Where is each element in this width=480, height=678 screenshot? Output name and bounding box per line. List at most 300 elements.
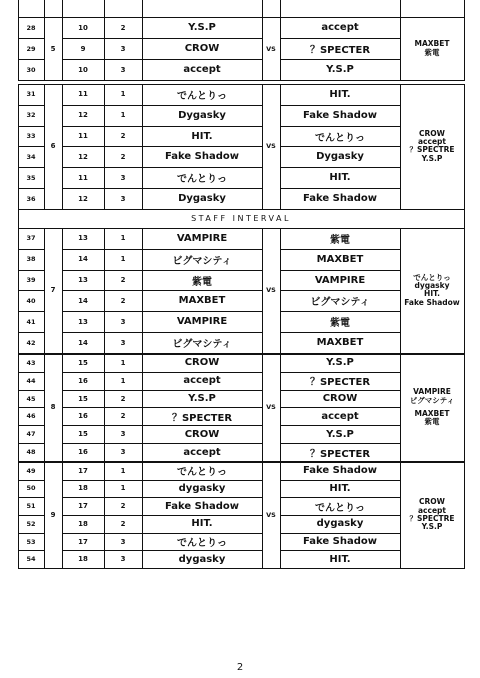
match-number: 45 [26,394,36,403]
match-number: 44 [26,376,36,385]
match-number: 39 [26,276,36,285]
match-number: 34 [26,152,36,161]
judges-list [400,17,464,80]
row-rule [62,533,262,534]
heat-number: 14 [78,338,88,347]
heat-number: 12 [78,152,88,161]
match-number: 28 [26,23,36,32]
row-rule [18,146,44,147]
judge-name: でんとりっ [413,272,451,282]
bout-number: 3 [120,44,126,53]
column-rule [142,84,143,210]
team-right: Fake Shadow [303,536,377,547]
heat-number: 13 [78,317,88,326]
column-rule [44,17,45,81]
column-rule [62,354,63,462]
row-rule [280,550,400,551]
column-rule [18,228,19,354]
column-rule [400,84,401,210]
team-left: でんとりっ [177,90,227,102]
row-rule [62,372,262,373]
team-left: Dygasky [178,109,226,121]
bout-number: 1 [120,376,126,385]
heat-number: 12 [78,111,88,120]
row-rule [62,38,262,39]
row-rule [280,146,400,147]
judges-list [400,354,464,461]
judge-name: dygasky [414,281,450,291]
heat-number: 16 [78,412,88,421]
column-rule [280,462,281,569]
row-rule [18,425,44,426]
row-rule [18,105,44,106]
column-rule [464,462,465,569]
column-rule [142,0,143,17]
row-rule [62,270,262,271]
judge-name: MAXBET [414,39,450,49]
team-left: 紫電 [192,276,212,288]
team-right: ？SPECTER [309,377,371,389]
row-rule [18,167,44,168]
bout-number: 1 [120,484,126,493]
match-number: 49 [26,466,36,475]
row-rule [280,480,400,481]
team-left: ？SPECTER [171,412,233,424]
bout-number: 3 [120,338,126,347]
judge-name: Y.S.P [421,153,443,163]
row-rule [62,188,262,189]
column-rule [18,84,19,210]
row-rule [18,290,44,291]
team-left: HIT. [191,518,213,530]
schedule-table [18,0,464,568]
column-rule [62,84,63,210]
team-right: Fake Shadow [303,465,377,477]
heat-number: 9 [80,44,86,53]
bout-number: 1 [120,466,126,475]
heat-number: 11 [78,173,88,182]
row-rule [62,311,262,312]
row-rule [280,497,400,498]
row-rule [280,332,400,333]
column-rule [142,462,143,569]
team-right: 紫電 [330,318,350,330]
column-rule [262,84,263,210]
judge-name: accept [418,137,446,147]
bout-number: 1 [120,234,126,243]
team-left: accept [183,64,221,75]
row-rule [62,407,262,408]
row-rule [18,443,44,444]
interval-rule [18,209,464,210]
column-rule [262,0,263,17]
row-rule [280,443,400,444]
team-right: dygasky [316,518,364,530]
bout-number: 2 [120,276,126,285]
heat-number: 15 [78,358,88,367]
round-number: 6 [50,142,56,151]
team-right: HIT. [329,88,351,100]
row-rule [280,390,400,391]
team-left: CROW [184,428,220,440]
judge-name: MAXBET [414,408,450,418]
bout-number: 3 [120,65,126,74]
row-rule [62,105,262,106]
column-rule [104,84,105,210]
judge-name: ？SPECTRE [409,514,455,523]
column-rule [142,17,143,81]
team-right: VAMPIRE [314,274,366,286]
block-top-rule [18,84,464,85]
row-rule [18,270,44,271]
interval-rule [18,228,464,229]
match-number: 50 [26,484,36,493]
vs-label: VS [266,403,276,412]
column-rule [104,462,105,569]
column-rule [44,462,45,569]
row-rule [280,290,400,291]
bout-number: 2 [120,152,126,161]
column-rule [18,0,19,17]
block-bottom-rule [18,568,464,569]
match-number: 54 [26,555,36,564]
bout-number: 3 [120,317,126,326]
bout-number: 1 [120,111,126,120]
row-rule [62,390,262,391]
column-rule [44,354,45,462]
match-number: 53 [26,537,36,546]
team-left: Y.S.P [188,22,216,33]
team-right: ？SPECTER [309,45,371,56]
row-rule [18,126,44,127]
match-number: 42 [26,338,36,347]
row-rule [280,515,400,516]
column-rule [104,17,105,81]
match-number: 40 [26,296,36,305]
heat-number: 13 [78,234,88,243]
judge-name: Fake Shadow [404,297,460,307]
match-number: 43 [26,358,36,367]
judges-list [400,84,464,209]
team-right: ビグマシティ [310,297,370,309]
column-rule [262,228,263,354]
column-rule [44,228,45,354]
team-right: Y.S.P [326,428,354,440]
team-right: CROW [322,393,358,405]
row-rule [62,249,262,250]
row-rule [62,332,262,333]
column-rule [280,354,281,462]
team-right: MAXBET [316,337,364,349]
column-rule [262,17,263,81]
team-right: accept [321,22,359,33]
heat-number: 15 [78,394,88,403]
judge-name: CROW [419,128,445,138]
bout-number: 2 [120,132,126,141]
team-left: ビグマシティ [172,255,232,267]
column-rule [400,0,401,17]
row-rule [62,443,262,444]
team-left: ビグマシティ [172,339,232,351]
row-rule [280,533,400,534]
match-number: 38 [26,255,36,264]
row-rule [280,270,400,271]
row-rule [62,290,262,291]
heat-number: 10 [78,23,88,32]
bout-number: 1 [120,255,126,264]
bout-number: 2 [120,23,126,32]
page-number: 2 [236,662,244,673]
column-rule [280,17,281,81]
row-rule [18,332,44,333]
heat-number: 10 [78,65,88,74]
column-rule [400,228,401,354]
team-right: accept [321,410,359,422]
bout-number: 2 [120,412,126,421]
judge-name: 紫電 [424,417,440,427]
team-right: Y.S.P [326,357,354,369]
row-rule [18,497,44,498]
match-number: 51 [26,502,36,511]
match-number: 48 [26,448,36,457]
match-number: 47 [26,430,36,439]
bout-number: 1 [120,90,126,99]
team-left: accept [183,446,221,458]
team-left: でんとりっ [177,174,227,186]
judge-name: Y.S.P [421,522,443,532]
team-right: HIT. [329,482,351,494]
match-number: 52 [26,519,36,528]
column-rule [62,228,63,354]
column-rule [280,228,281,354]
round-number: 8 [50,403,56,412]
team-left: dygasky [178,553,226,565]
row-rule [18,480,44,481]
column-rule [142,354,143,462]
interval-rule [18,209,19,228]
column-rule [104,228,105,354]
interval-rule [464,209,465,228]
column-rule [142,228,143,354]
column-rule [62,462,63,569]
team-left: CROW [184,357,220,369]
match-number: 35 [26,173,36,182]
row-rule [280,425,400,426]
row-rule [280,311,400,312]
team-left: VAMPIRE [176,316,228,328]
team-left: Y.S.P [188,393,216,405]
heat-number: 18 [78,555,88,564]
row-rule [18,59,44,60]
column-rule [104,354,105,462]
block-top-rule [18,354,464,355]
judge-name: ビグマシティ [409,395,455,405]
column-rule [280,84,281,210]
column-rule [464,228,465,354]
block-top-rule [18,462,464,463]
heat-number: 14 [78,296,88,305]
team-left: VAMPIRE [176,232,228,244]
row-rule [18,38,44,39]
column-rule [464,17,465,81]
team-left: Fake Shadow [165,500,239,512]
judge-name: accept [418,505,446,515]
row-rule [62,497,262,498]
team-left: でんとりっ [177,538,227,549]
judge-name: VAMPIRE [413,387,451,397]
row-rule [18,533,44,534]
team-right: 紫電 [330,234,350,246]
row-rule [62,425,262,426]
judges-list [400,228,464,353]
heat-number: 16 [78,376,88,385]
row-rule [280,126,400,127]
row-rule [280,105,400,106]
column-rule [262,354,263,462]
column-rule [464,84,465,210]
bout-number: 2 [120,519,126,528]
row-rule [18,407,44,408]
heat-number: 17 [78,502,88,511]
heat-number: 18 [78,484,88,493]
block-top-rule [18,17,464,18]
match-number: 41 [26,317,36,326]
vs-label: VS [266,286,276,295]
team-left: Fake Shadow [165,151,239,163]
row-rule [62,480,262,481]
row-rule [280,249,400,250]
bout-number: 3 [120,555,126,564]
heat-number: 17 [78,466,88,475]
row-rule [62,550,262,551]
heat-number: 18 [78,519,88,528]
column-rule [62,17,63,81]
bout-number: 2 [120,394,126,403]
match-number: 31 [26,90,36,99]
column-rule [400,354,401,462]
bout-number: 2 [120,296,126,305]
team-right: MAXBET [316,253,364,265]
team-right: Y.S.P [326,64,354,75]
round-number: 9 [50,511,56,519]
bout-number: 3 [120,194,126,203]
team-right: Fake Shadow [303,109,377,121]
team-left: accept [183,375,221,387]
match-number: 33 [26,132,36,141]
team-left: でんとりっ [177,467,227,479]
round-number: 7 [50,286,56,295]
row-rule [18,249,44,250]
team-right: でんとりっ [315,502,365,514]
column-rule [464,0,465,17]
match-number: 32 [26,111,36,120]
vs-label: VS [266,511,276,519]
match-number: 46 [26,412,36,421]
match-number: 36 [26,194,36,203]
row-rule [62,167,262,168]
heat-number: 11 [78,90,88,99]
column-rule [400,462,401,569]
vs-label: VS [266,142,276,151]
row-rule [62,59,262,60]
judge-name: HIT. [424,289,440,299]
round-number: 5 [50,44,56,53]
row-rule [280,372,400,373]
row-rule [280,59,400,60]
row-rule [280,167,400,168]
row-rule [280,407,400,408]
team-left: MAXBET [178,295,226,307]
row-rule [18,311,44,312]
row-rule [280,188,400,189]
team-right: でんとりっ [315,132,365,144]
match-number: 37 [26,234,36,243]
team-right: HIT. [329,172,351,184]
row-rule [62,515,262,516]
team-left: Dygasky [178,193,226,205]
column-rule [18,354,19,462]
judge-name: CROW [419,497,445,507]
row-rule [18,550,44,551]
column-rule [44,84,45,210]
row-rule [18,390,44,391]
team-left: HIT. [191,130,213,142]
column-rule [280,0,281,17]
team-right: Fake Shadow [303,193,377,205]
judges-list [400,462,464,568]
team-right: Dygasky [316,151,364,163]
vs-label: VS [266,44,276,53]
judge-name: 紫電 [424,47,440,57]
heat-number: 11 [78,132,88,141]
bout-number: 2 [120,502,126,511]
team-left: CROW [184,43,220,54]
row-rule [18,188,44,189]
row-rule [62,146,262,147]
row-rule [62,126,262,127]
bout-number: 3 [120,537,126,546]
block-bottom-rule [18,80,464,81]
column-rule [44,0,45,17]
heat-number: 15 [78,430,88,439]
column-rule [464,354,465,462]
bout-number: 3 [120,448,126,457]
heat-number: 12 [78,194,88,203]
column-rule [18,462,19,569]
bout-number: 3 [120,173,126,182]
column-rule [104,0,105,17]
column-rule [62,0,63,17]
bout-number: 3 [120,430,126,439]
column-rule [262,462,263,569]
team-right: HIT. [329,553,351,565]
row-rule [18,515,44,516]
row-rule [280,38,400,39]
team-left: dygasky [178,482,226,494]
match-number: 30 [26,65,36,74]
match-number: 29 [26,44,36,53]
row-rule [18,372,44,373]
staff-interval: STAFF INTERVAL [191,214,291,223]
team-right: ？SPECTER [309,448,371,460]
bout-number: 1 [120,358,126,367]
heat-number: 17 [78,537,88,546]
heat-number: 13 [78,276,88,285]
heat-number: 16 [78,448,88,457]
heat-number: 14 [78,255,88,264]
judge-name: ？SPECTRE [409,145,455,155]
column-rule [400,17,401,81]
